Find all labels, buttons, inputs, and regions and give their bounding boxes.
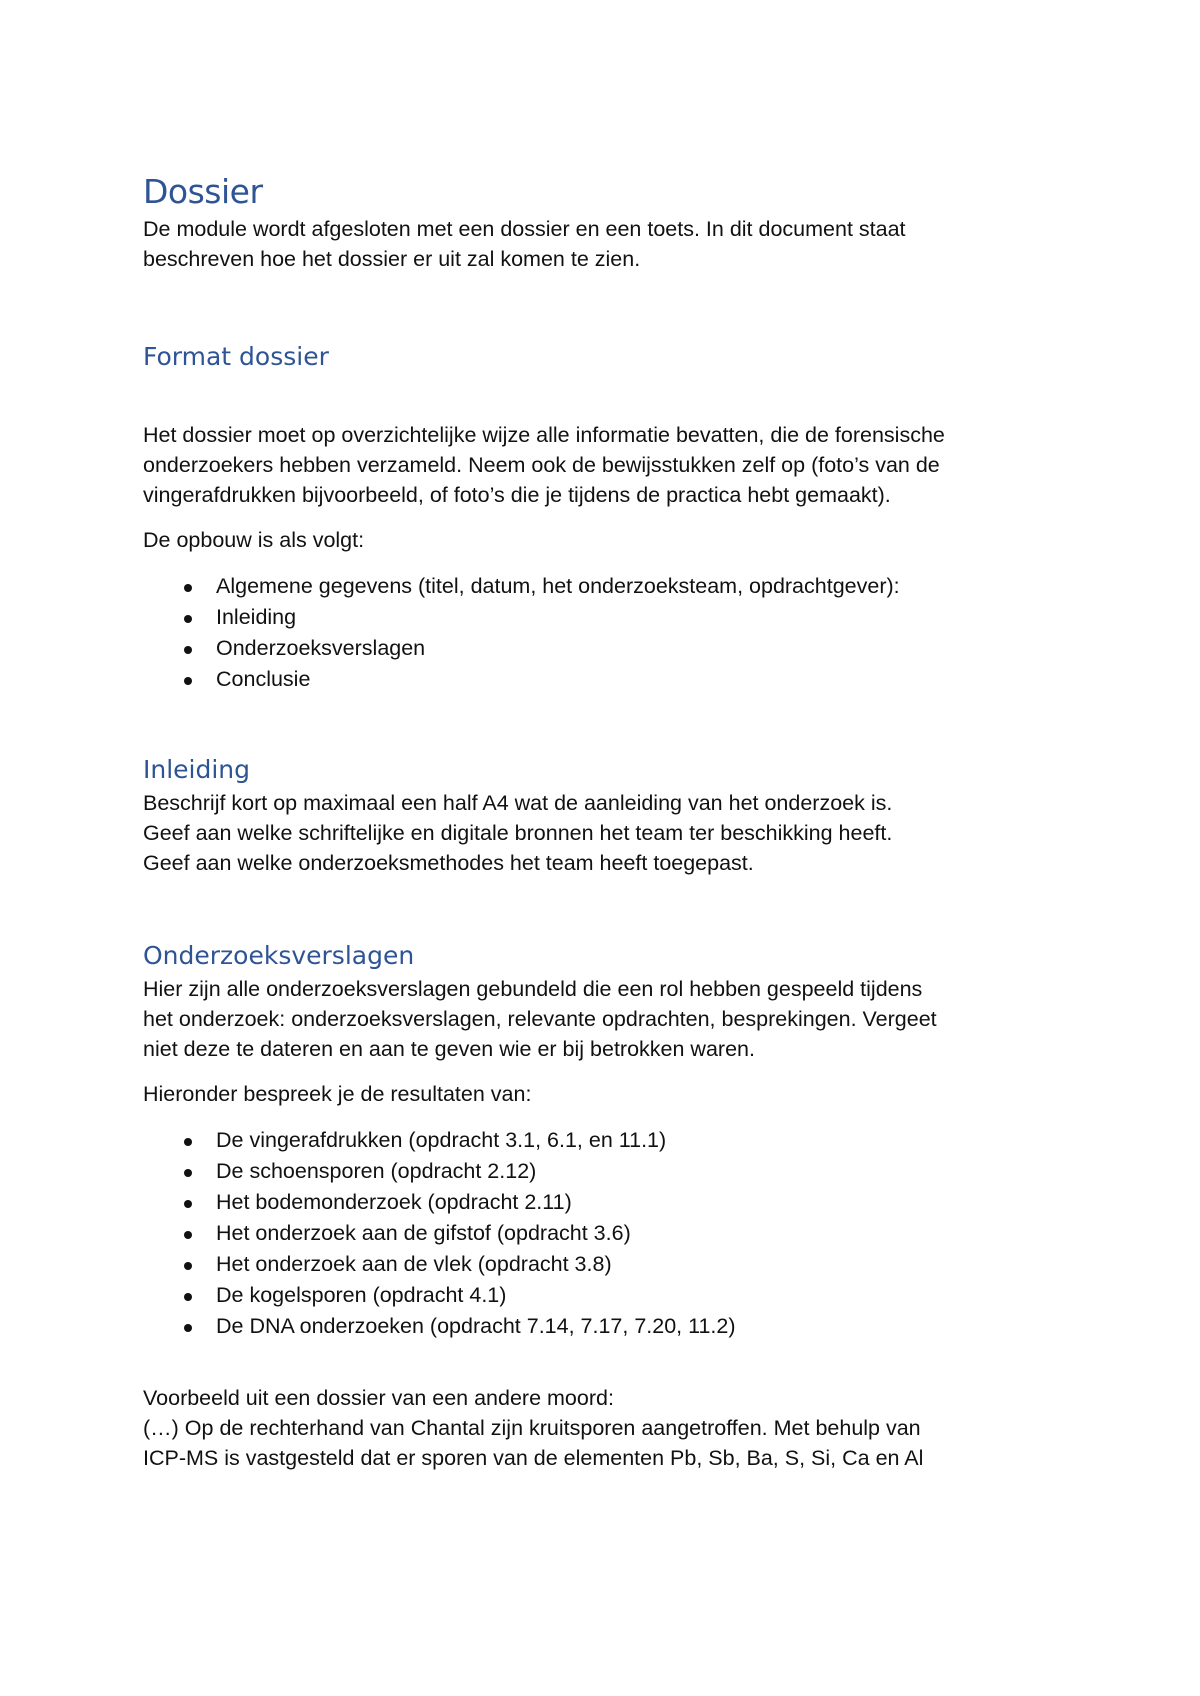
- format-list-intro: De opbouw is als volgt:: [143, 528, 365, 552]
- bullet-icon: [184, 1200, 192, 1208]
- heading-inleiding: Inleiding: [143, 755, 251, 784]
- voorbeeld-line: ICP-MS is vastgesteld dat er sporen van de elementen Pb, Sb, Ba, S, Si, Ca en Al: [143, 1446, 924, 1470]
- verslagen-line: Hier zijn alle onderzoeksverslagen gebundeld die een rol hebben gespeeld tijdens: [143, 977, 923, 1001]
- list-item: De schoensporen (opdracht 2.12): [143, 1156, 1083, 1187]
- inleiding-line: Beschrijf kort op maximaal een half A4 wat de aanleiding van het onderzoek is.: [143, 791, 893, 815]
- heading-onderzoeksverslagen: Onderzoeksverslagen: [143, 941, 415, 970]
- bullet-icon: [184, 1293, 192, 1301]
- format-line: vingerafdrukken bijvoorbeeld, of foto’s die je tijdens de practica hebt gemaakt).: [143, 483, 891, 507]
- intro-line: De module wordt afgesloten met een dossier en een toets. In dit document staat: [143, 217, 906, 241]
- document-content: [143, 170, 1083, 1473]
- bullet-icon: [184, 1231, 192, 1239]
- bullet-icon: [184, 1324, 192, 1332]
- verslagen-list-intro: Hieronder bespreek je de resultaten van:: [143, 1082, 532, 1106]
- list-item: Onderzoeksverslagen: [143, 633, 1083, 664]
- inleiding-paragraph: [143, 788, 1083, 878]
- verslagen-line: het onderzoek: onderzoeksverslagen, relevante opdrachten, besprekingen. Vergeet: [143, 1007, 937, 1031]
- bullet-icon: [184, 677, 192, 685]
- document-title: Dossier: [143, 172, 263, 211]
- list-item: De kogelsporen (opdracht 4.1): [143, 1280, 1083, 1311]
- list-item: Het onderzoek aan de vlek (opdracht 3.8): [143, 1249, 1083, 1280]
- list-item: Het bodemonderzoek (opdracht 2.11): [143, 1187, 1083, 1218]
- list-item: Algemene gegevens (titel, datum, het onderzoeksteam, opdrachtgever):: [143, 571, 1083, 602]
- bullet-icon: [184, 646, 192, 654]
- voorbeeld-line: (…) Op de rechterhand van Chantal zijn kruitsporen aangetroffen. Met behulp van: [143, 1416, 921, 1440]
- format-list: [143, 571, 1083, 695]
- verslagen-list: [143, 1125, 1083, 1342]
- intro-paragraph: [143, 214, 1083, 274]
- verslagen-paragraph: [143, 974, 1083, 1064]
- bullet-icon: [184, 1262, 192, 1270]
- verslagen-line: niet deze te dateren en aan te geven wie er bij betrokken waren.: [143, 1037, 755, 1061]
- bullet-icon: [184, 584, 192, 592]
- inleiding-line: Geef aan welke schriftelijke en digitale bronnen het team ter beschikking heeft.: [143, 821, 893, 845]
- voorbeeld-line: Voorbeeld uit een dossier van een andere moord:: [143, 1386, 614, 1410]
- list-item: Inleiding: [143, 602, 1083, 633]
- voorbeeld-paragraph: [143, 1383, 1083, 1473]
- list-item: Conclusie: [143, 664, 1083, 695]
- format-line: Het dossier moet op overzichtelijke wijze alle informatie bevatten, die de forensische: [143, 423, 945, 447]
- bullet-icon: [184, 1138, 192, 1146]
- bullet-icon: [184, 1169, 192, 1177]
- bullet-icon: [184, 615, 192, 623]
- intro-line: beschreven hoe het dossier er uit zal komen te zien.: [143, 247, 641, 271]
- format-paragraph: [143, 420, 1083, 510]
- list-item: De DNA onderzoeken (opdracht 7.14, 7.17, 7.20, 11.2): [143, 1311, 1083, 1342]
- inleiding-line: Geef aan welke onderzoeksmethodes het team heeft toegepast.: [143, 851, 754, 875]
- list-item: De vingerafdrukken (opdracht 3.1, 6.1, en 11.1): [143, 1125, 1083, 1156]
- heading-format-dossier: Format dossier: [143, 342, 329, 371]
- format-line: onderzoekers hebben verzameld. Neem ook de bewijsstukken zelf op (foto’s van de: [143, 453, 940, 477]
- list-item: Het onderzoek aan de gifstof (opdracht 3.6): [143, 1218, 1083, 1249]
